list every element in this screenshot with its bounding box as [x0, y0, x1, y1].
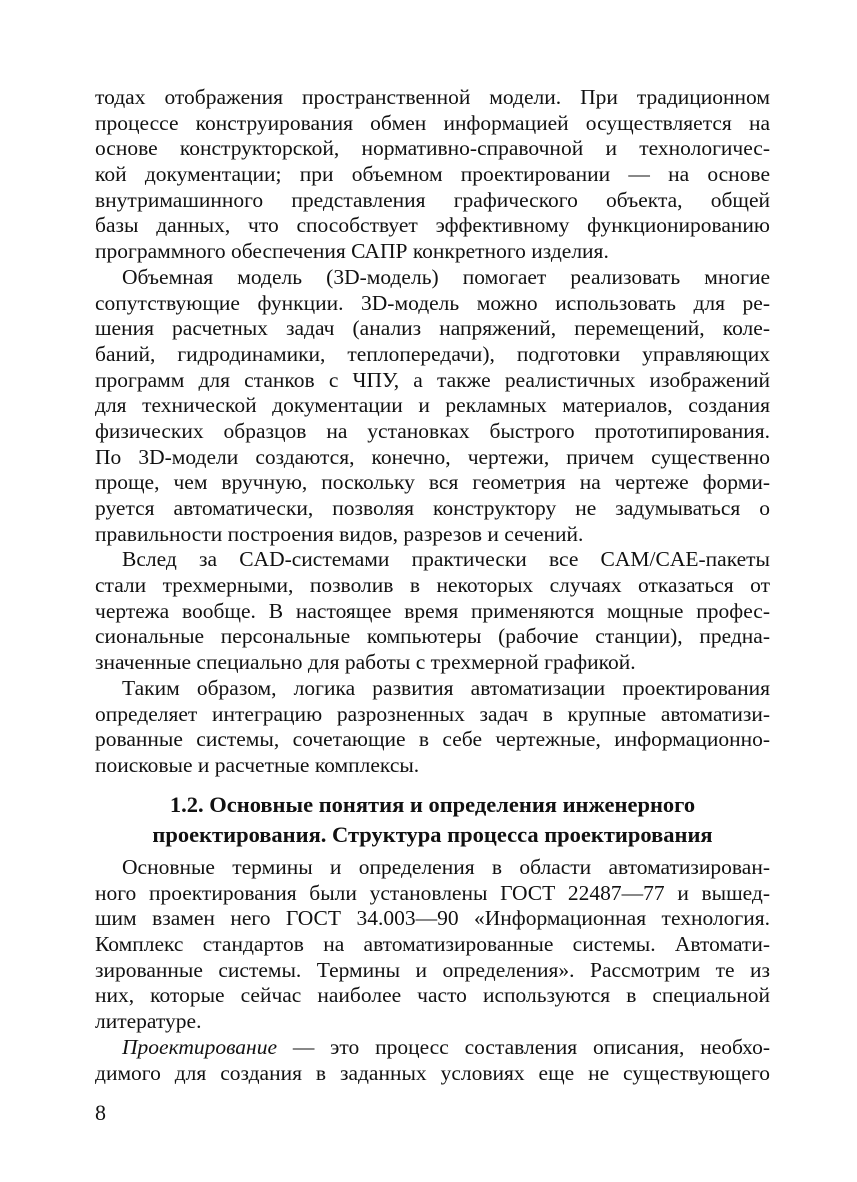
paragraph: [95, 265, 770, 548]
text-line: программ для станков с ЧПУ, а также реалистичных изображений: [95, 367, 770, 392]
text-line: процессе конструирования обмен информацией осуществляется на: [95, 110, 770, 135]
text-line: литературе.: [95, 1009, 202, 1034]
section-heading-line-1: 1.2. Основные понятия и определения инженерного: [169, 792, 696, 817]
paragraph: [95, 855, 770, 1035]
section-heading: [95, 790, 770, 850]
text-line: Таким образом, логика развития автоматизации проектирования: [122, 675, 770, 700]
text-line: руется автоматически, позволяя конструктору не задумываться о: [95, 496, 770, 520]
text-line: рованные системы, сочетающие в себе чертежные, информационно-: [95, 727, 770, 752]
paragraph: [95, 1035, 770, 1086]
text-line: внутримашинного представления графического объекта, общей: [95, 187, 770, 212]
text-line: правильности построения видов, разрезов и сечений.: [95, 521, 584, 546]
text-line: баний, гидродинамики, теплопередачи), подготовки управляющих: [95, 341, 770, 366]
paragraph: [95, 85, 770, 265]
text-line: определяет интеграцию разрозненных задач в крупные автоматизи-: [95, 701, 770, 726]
text-line: ного проектирования были установлены ГОСТ 22487—77 и вышед-: [95, 880, 770, 905]
text-line: Основные термины и определения в области автоматизирован-: [122, 855, 770, 879]
text-line: Вслед за CAD-системами практически все CAM/CAE-пакеты: [122, 547, 770, 572]
text-line: сиональные персональные компьютеры (рабочие станции), предна-: [95, 624, 770, 649]
paragraph: [95, 676, 770, 779]
text-line: для технической документации и рекламных материалов, создания: [95, 393, 770, 418]
text-line: Проектирование — это процесс составления описания, необхо-: [122, 1034, 770, 1059]
text-line: сопутствующие функции. 3D-модель можно использовать для ре-: [95, 290, 770, 315]
text-line: значенные специально для работы с трехмерной графикой.: [95, 650, 636, 675]
body-text-bottom: [95, 855, 770, 1086]
text-line: димого для создания в заданных условиях еще не существующего: [95, 1060, 770, 1085]
text-line: поисковые и расчетные комплексы.: [95, 752, 420, 777]
defined-term: Проектирование: [122, 1034, 278, 1059]
text-line: проще, чем вручную, поскольку вся геометрия на чертеже форми-: [95, 470, 770, 495]
paragraph: [95, 547, 770, 675]
text-line: физических образцов на установках быстрого прототипирования.: [95, 418, 770, 443]
text-line: Объемная модель (3D-модель) помогает реализовать многие: [122, 264, 770, 289]
text-line: чертежа вообще. В настоящее время применяются мощные профес-: [95, 598, 770, 623]
text-line: шения расчетных задач (анализ напряжений, перемещений, коле-: [95, 316, 770, 341]
text-line: программного обеспечения САПР конкретного изделия.: [95, 239, 609, 264]
text-line: По 3D-модели создаются, конечно, чертежи, причем существенно: [95, 444, 770, 469]
page-number: 8: [95, 1100, 106, 1125]
text-line: основе конструкторской, нормативно-справочной и технологичес-: [95, 136, 770, 161]
body-text-top: [95, 85, 770, 779]
text-line: кой документации; при объемном проектировании — на основе: [95, 162, 770, 187]
text-line: базы данных, что способствует эффективному функционированию: [95, 213, 770, 238]
section-heading-line-2: проектирования. Структура процесса проектирования: [152, 822, 713, 847]
text-line: тодах отображения пространственной модели. При традиционном: [95, 85, 770, 109]
text-line: Комплекс стандартов на автоматизированные системы. Автомати-: [95, 932, 770, 957]
text-line: зированные системы. Термины и определения». Рассмотрим те из: [95, 957, 770, 982]
text-line: шим взамен него ГОСТ 34.003—90 «Информационная технология.: [95, 906, 770, 931]
text-line: них, которые сейчас наиболее часто используются в специальной: [95, 983, 770, 1008]
text-line: стали трехмерными, позволив в некоторых случаях отказаться от: [95, 573, 770, 598]
